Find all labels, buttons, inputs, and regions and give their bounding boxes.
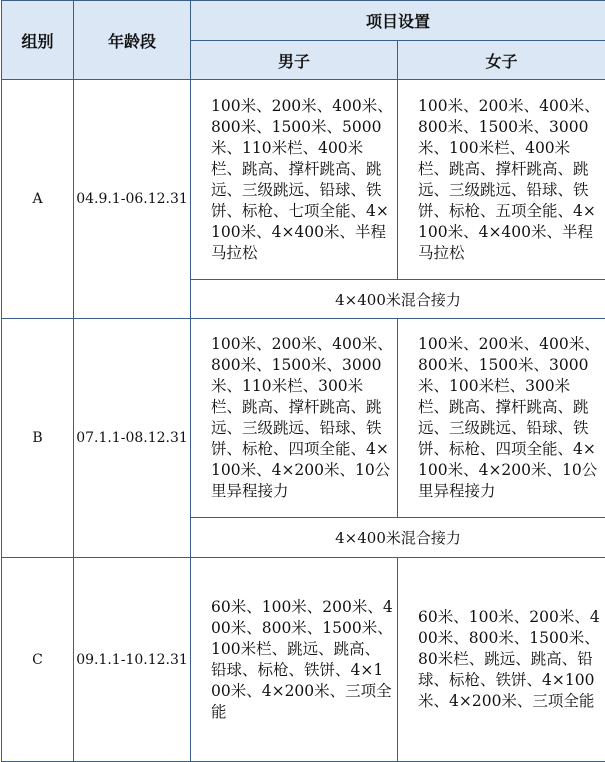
- header-row-1: [2, 1, 605, 41]
- header-male: 男子: [191, 41, 398, 80]
- header-group: 组别: [2, 1, 74, 80]
- age-cell: 04.9.1-06.12.31: [74, 80, 191, 319]
- female-events-cell: 100米、200米、400米、800米、1500米、3000米、100米栏、300米栏、跳高、撑杆跳高、跳远、三级跳远、铅球、铁饼、标枪、四项全能、4×100米、4×200米、10公里异程接力: [398, 319, 605, 518]
- header-female: 女子: [398, 41, 605, 80]
- male-events-cell: 100米、200米、400米、800米、1500米、5000米、110米栏、400米栏、跳高、撑杆跳高、跳远、三级跳远、铅球、铁饼、标枪、七项全能、4×100米、4×400米、半程马拉松: [191, 80, 398, 280]
- mixed-relay-cell: 4×400米混合接力: [191, 518, 605, 558]
- group-cell: C: [2, 558, 74, 762]
- mixed-relay-cell: 4×400米混合接力: [191, 280, 605, 319]
- competition-events-table: [1, 0, 605, 762]
- table-row-group-c: [2, 558, 605, 762]
- group-cell: B: [2, 319, 74, 558]
- age-cell: 07.1.1-08.12.31: [74, 319, 191, 558]
- header-events: 项目设置: [191, 1, 605, 41]
- male-events-cell: 60米、100米、200米、400米、800米、1500米、100米栏、跳远、跳高、铅球、标枪、铁饼、4×100米、4×200米、三项全能: [191, 558, 398, 762]
- table-row-group-b: [2, 319, 605, 518]
- header-age: 年龄段: [74, 1, 191, 80]
- group-cell: A: [2, 80, 74, 319]
- age-cell: 09.1.1-10.12.31: [74, 558, 191, 762]
- female-events-cell: 60米、100米、200米、400米、800米、1500米、80米栏、跳远、跳高、铅球、标枪、铁饼、4×100米、4×200米、三项全能: [398, 558, 605, 762]
- table-row-group-a: [2, 80, 605, 280]
- female-events-cell: 100米、200米、400米、800米、1500米、3000米、100米栏、400米栏、跳高、撑杆跳高、跳远、三级跳远、铅球、铁饼、标枪、五项全能、4×100米、4×400米、半程马拉松: [398, 80, 605, 280]
- male-events-cell: 100米、200米、400米、800米、1500米、3000米、110米栏、300米栏、跳高、撑杆跳高、跳远、三级跳远、铅球、铁饼、标枪、四项全能、4×100米、4×200米、10公里异程接力: [191, 319, 398, 518]
